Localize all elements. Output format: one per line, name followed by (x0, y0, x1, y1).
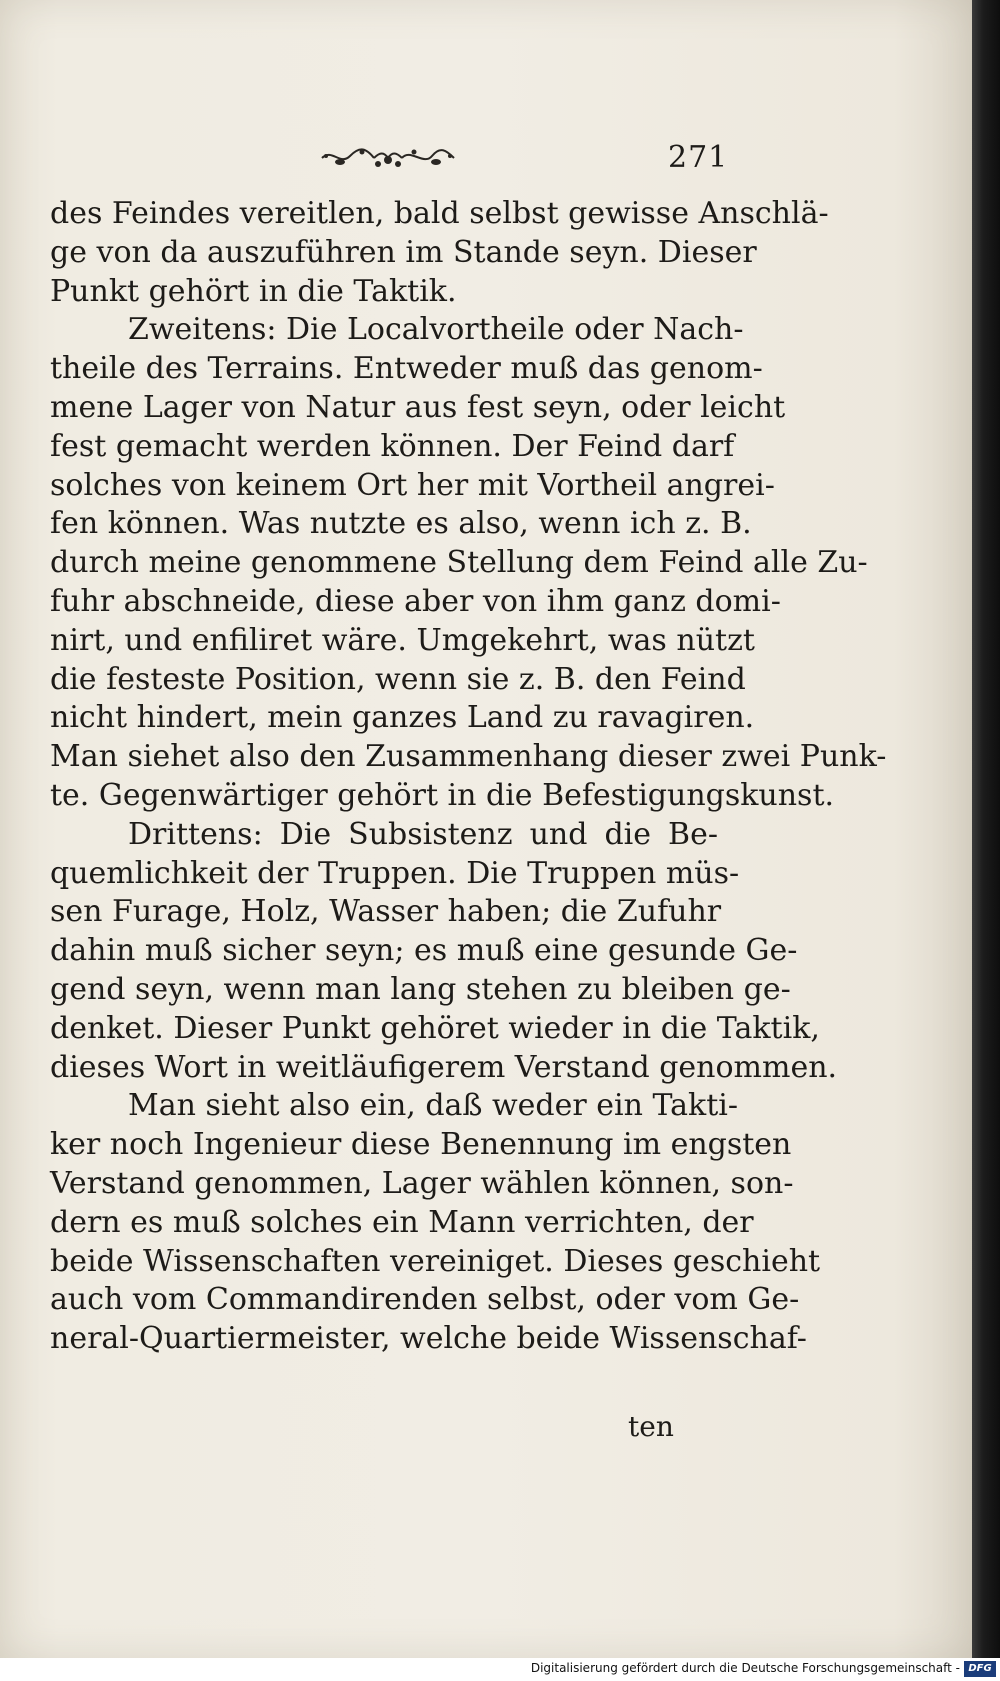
text-line: die festeste Position, wenn sie z. B. den Feind (50, 661, 746, 697)
floral-vignette-icon (318, 138, 458, 174)
text-line: sen Furage, Holz, Wasser haben; die Zufuhr (50, 894, 722, 930)
text-line: fen können. Was nutzte es also, wenn ich z. B. (50, 506, 752, 542)
text-line: fuhr abschneide, diese aber von ihm ganz domi- (50, 583, 781, 619)
text-line: neral-Quartiermeister, welche beide Wissenschaf- (50, 1321, 807, 1357)
dfg-logo-icon: DFG (964, 1661, 996, 1677)
text-line: Verstand genommen, Lager wählen können, son- (50, 1165, 794, 1201)
text-line: mene Lager von Natur aus fest seyn, oder leicht (50, 389, 786, 425)
text-line: gend seyn, wenn man lang stehen zu bleiben ge- (50, 971, 791, 1007)
text-line: beide Wissenschaften vereiniget. Dieses geschieht (50, 1243, 821, 1279)
page-number: 271 (668, 140, 729, 175)
text-line: auch vom Commandirenden selbst, oder vom Ge- (50, 1282, 800, 1318)
text-line: ge von da auszuführen im Stande seyn. Dieser (50, 234, 757, 270)
text-line: fest gemacht werden können. Der Feind darf (50, 428, 735, 464)
text-line: Man siehet also den Zusammenhang dieser zwei Punk- (50, 739, 887, 775)
text-line: dern es muß solches ein Mann verrichten, der (50, 1204, 754, 1240)
text-line: Man sieht also ein, daß weder ein Takti- (128, 1088, 739, 1124)
footer-bar (0, 1658, 1000, 1681)
funding-notice: Digitalisierung gefördert durch die Deutsche Forschungsgemeinschaft - (530, 1661, 960, 1675)
text-line: ker noch Ingenieur diese Benennung im engsten (50, 1127, 792, 1163)
text-line: durch meine genommene Stellung dem Feind alle Zu- (50, 545, 868, 581)
text-line: dieses Wort in weitläufigerem Verstand genommen. (50, 1049, 838, 1085)
text-line: theile des Terrains. Entweder muß das genom- (50, 351, 763, 387)
catchword: ten (628, 1410, 674, 1443)
text-line: dahin muß sicher seyn; es muß eine gesunde Ge- (50, 933, 798, 969)
body-text (50, 195, 887, 1359)
text-line: denket. Dieser Punkt gehöret wieder in die Taktik, (50, 1010, 820, 1046)
text-line: solches von keinem Ort her mit Vortheil angrei- (50, 467, 775, 503)
text-line: Drittens: Die Subsistenz und die Be- (128, 816, 718, 852)
text-line: Punkt gehört in die Taktik. (50, 273, 457, 309)
text-line: Zweitens: Die Localvortheile oder Nach- (128, 312, 744, 348)
text-line: des Feindes vereitlen, bald selbst gewisse Anschlä- (50, 196, 829, 231)
text-line: quemlichkeit der Truppen. Die Truppen müs- (50, 855, 740, 891)
text-line: nirt, und enfiliret wäre. Umgekehrt, was nützt (50, 622, 755, 658)
text-line: te. Gegenwärtiger gehört in die Befestigungskunst. (50, 777, 835, 813)
scan-edge (972, 0, 1000, 1658)
text-line: nicht hindert, mein ganzes Land zu ravagiren. (50, 700, 755, 736)
